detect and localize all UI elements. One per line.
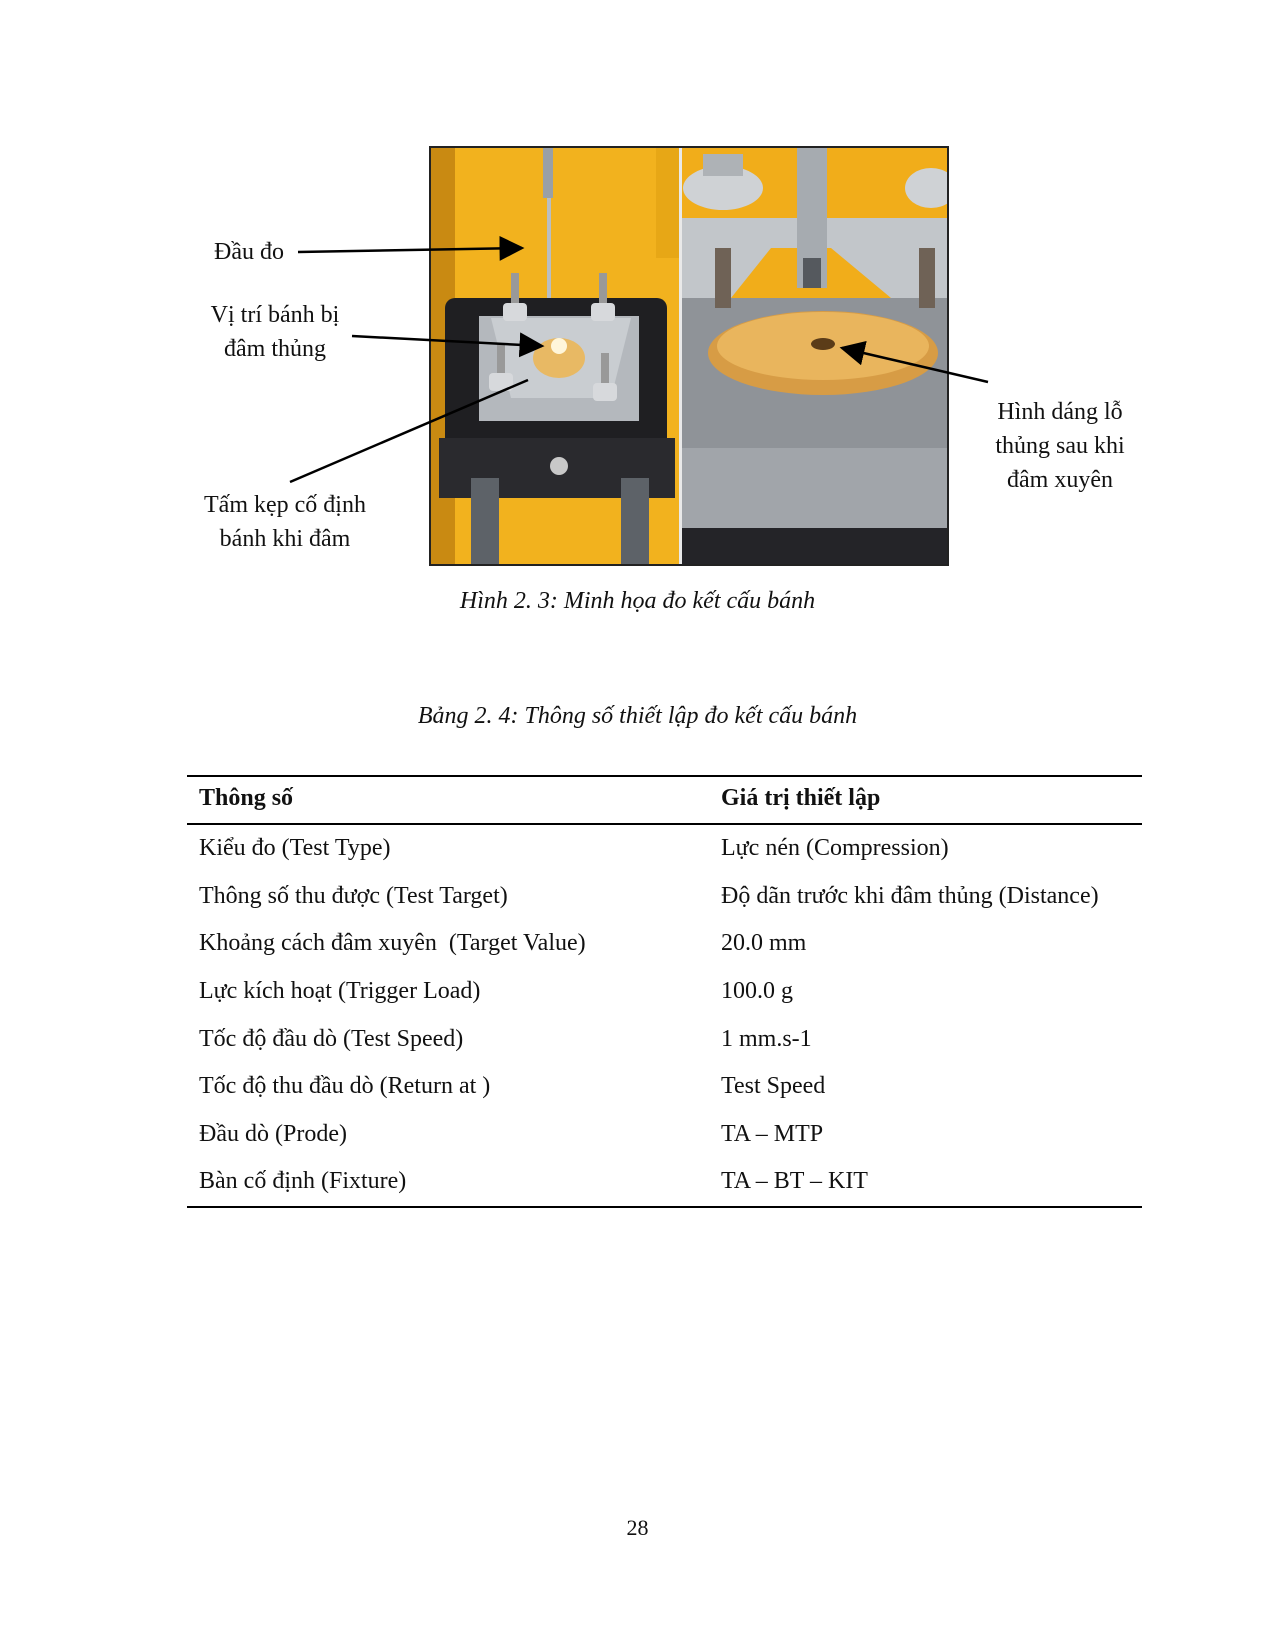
- table-row: [187, 1111, 1142, 1159]
- value-cell: 100.0 g: [721, 978, 793, 1005]
- clamp-plate-label: Tấm kẹp cố định bánh khi đâm: [204, 492, 366, 552]
- parameter-cell: Đầu dò (Prode): [199, 1120, 347, 1147]
- value-cell: 1 mm.s-1: [721, 1025, 812, 1052]
- table-row: [187, 968, 1142, 1016]
- hole-shape-arrow: [842, 348, 988, 382]
- header-value: Giá trị thiết lập: [709, 776, 1142, 824]
- value-cell: Test Speed: [721, 1073, 826, 1100]
- table-row: [187, 920, 1142, 968]
- parameter-cell: Bàn cố định (Fixture): [187, 1158, 709, 1207]
- value-cell: TA – MTP: [721, 1120, 824, 1147]
- page-number: 28: [626, 1515, 649, 1540]
- parameter-cell: Tốc độ thu đầu dò (Return at ): [199, 1073, 491, 1100]
- clamp-plate-arrow: [290, 380, 528, 482]
- table-row: [187, 824, 1142, 873]
- value-cell: Độ dãn trước khi đâm thủng (Distance): [721, 882, 1099, 909]
- table-row: [187, 1158, 1142, 1207]
- value-cell: Lực nén (Compression): [721, 835, 949, 862]
- parameter-cell: Lực kích hoạt (Trigger Load): [199, 978, 481, 1005]
- parameter-cell: Tốc độ đầu dò (Test Speed): [199, 1025, 464, 1052]
- parameter-cell: Thông số thu được (Test Target): [199, 882, 508, 909]
- settings-table: [187, 775, 1142, 1208]
- parameter-cell: Kiểu đo (Test Type): [199, 835, 391, 862]
- hole-shape-label: Hình dáng lỗ thủng sau khi đâm xuyên: [995, 399, 1125, 493]
- parameter-cell: Khoảng cách đâm xuyên (Target Value): [199, 930, 586, 957]
- pierce-position-arrow: [352, 336, 542, 346]
- table-row: [187, 1063, 1142, 1111]
- probe-label: Đầu đo: [214, 239, 284, 265]
- value-cell: 20.0 mm: [721, 930, 807, 957]
- table-row: [187, 873, 1142, 921]
- pierce-position-label: Vị trí bánh bị đâm thủng: [210, 302, 340, 362]
- figure: [0, 0, 1275, 614]
- table-caption: Bảng 2. 4: Thông số thiết lập đo kết cấu bánh: [417, 703, 858, 729]
- value-cell: TA – BT – KIT: [709, 1158, 1142, 1207]
- table-header-row: [187, 776, 1142, 824]
- figure-caption: Hình 2. 3: Minh họa đo kết cấu bánh: [459, 588, 816, 614]
- table-row: [187, 1015, 1142, 1063]
- probe-arrow: [298, 248, 522, 252]
- header-parameter: Thông số: [187, 776, 709, 824]
